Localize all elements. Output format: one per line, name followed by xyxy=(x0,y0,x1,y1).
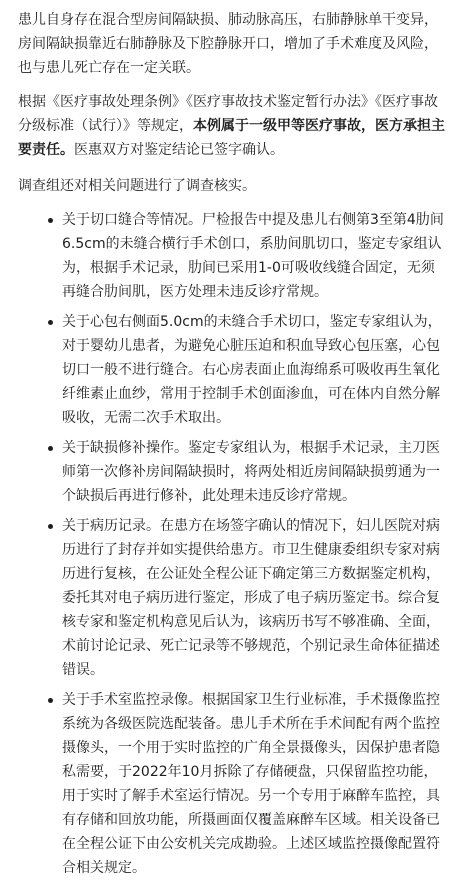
list-item xyxy=(48,688,447,880)
intro-paragraph: 患儿自身存在混合型房间隔缺损、肺动脉高压，右肺静脉单干变异，房间隔缺损靠近右肺静脉及下腔静脉开口，增加了手术难度及风险，也与患儿死亡存在一定关联。 xyxy=(18,12,438,76)
investigate-paragraph: 调查组还对相关问题进行了调查核实。 xyxy=(18,178,256,194)
findings-list xyxy=(18,208,447,880)
bullet-dot-icon xyxy=(48,320,53,325)
list-item xyxy=(48,208,447,304)
list-item-text: 关于病历记录。在患方在场签字确认的情况下，妇儿医院对病历进行了封存并如实提供给患方。市卫生健康委组织专家对病历进行复核，在公证处全程公证下确定第三方数据鉴定机构，委托其对电子病历进行鉴定，形成了电子病历鉴定书。综合复核专家和鉴定机构意见后认为，该病历书写不够准确、全面，术前讨论记录、死亡记录等不够规范，个别记录生命体征描述错误。 xyxy=(62,518,440,678)
list-item xyxy=(48,514,447,682)
bullet-dot-icon xyxy=(48,524,53,529)
list-item-text: 关于手术室监控录像。根据国家卫生行业标准，手术摄像监控系统为各级医院选配装备。患儿手术所在手术间配有两个监控摄像头，一个用于实时监控的广角全景摄像头，因保护患者隐私需要，于2022年10月拆除了存储硬盘，只保留监控功能，用于实时了解手术室运行情况。另一个专用于麻醉车监控，具有存储和回放功能，所摄画面仅覆盖麻醉车区域。相关设备已在全程公证下由公安机关完成勘验。上述区域监控摄像配置符合相关规定。 xyxy=(62,692,440,876)
list-item xyxy=(48,310,447,430)
law-paragraph xyxy=(18,90,447,162)
bullet-dot-icon xyxy=(48,446,53,451)
bullet-dot-icon xyxy=(48,218,53,223)
law-suffix: 医惠双方对鉴定结论已签字确认。 xyxy=(74,142,284,158)
law-conclusion-bold: 本例属于一级甲等医疗事故，医方承担主要责任。 xyxy=(18,118,445,158)
list-item-text: 关于切口缝合等情况。尸检报告中提及患儿右侧第3至第4肋间6.5cm的未缝合横行手术创口，系肋间肌切口，鉴定专家组认为，根据手术记录，肋间已采用1-0可吸收线缝合固定，无须再缝合肋间肌，医方处理未违反诊疗常规。 xyxy=(62,212,444,300)
list-item xyxy=(48,436,447,508)
list-item-text: 关于缺损修补操作。鉴定专家组认为，根据手术记录，主刀医师第一次修补房间隔缺损时，将两处相近房间隔缺损剪通为一个缺损后再进行修补，此处理未违反诊疗常规。 xyxy=(62,440,440,504)
list-item-text: 关于心包右侧面5.0cm的未缝合手术切口，鉴定专家组认为，对于婴幼儿患者，为避免心脏压迫和积血导致心包压塞，心包切口一般不进行缝合。右心房表面止血海绵系可吸收再生氧化纤维素止血纱，常用于控制手术创面渗血，可在体内自然分解吸收，无需二次手术取出。 xyxy=(62,314,442,426)
law-prefix: 根据《医疗事故处理条例》《医疗事故技术鉴定暂行办法》《医疗事故分级标准（试行）》等规定， xyxy=(18,94,438,134)
bullet-dot-icon xyxy=(48,698,53,703)
